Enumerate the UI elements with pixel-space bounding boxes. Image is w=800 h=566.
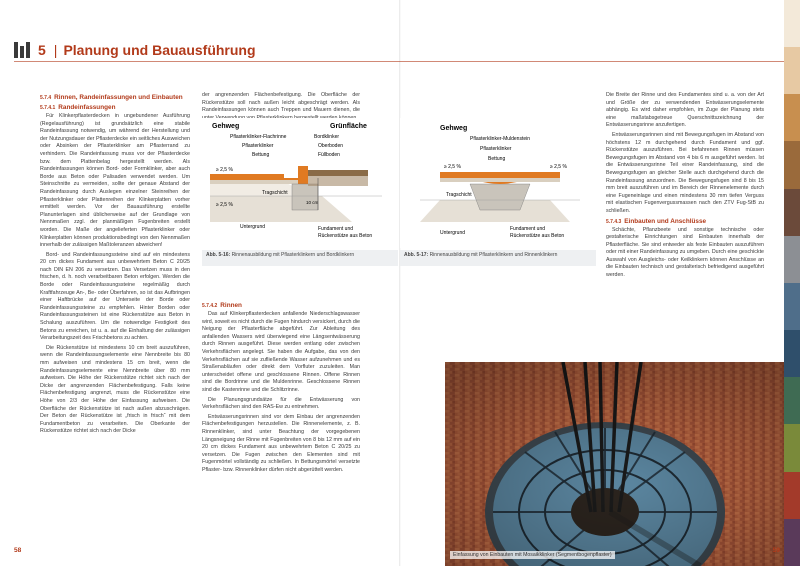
right-column <box>606 92 764 282</box>
label-bettung: Bettung <box>252 152 270 158</box>
photo-caption: Einfassung von Einbauten mit Mosaikklinker (Segmentbogenpflaster) <box>450 551 615 559</box>
chapter-tab <box>784 47 800 94</box>
chapter-tab <box>784 330 800 377</box>
chapter-tab <box>784 141 800 188</box>
photo-tree-grate <box>445 362 800 566</box>
label-pflasterklinker: Pflasterklinker <box>480 146 512 152</box>
label-pflasterklinker: Pflasterklinker <box>242 143 274 149</box>
chapter-number: 5 <box>38 42 46 58</box>
subsection-number: 5.7.4.3 <box>606 218 622 225</box>
section-number: 5.7.4 <box>40 95 52 101</box>
label-slope-2: ≥ 2,5 % <box>550 164 567 170</box>
caption-text: Rinnenausbildung mit Pflasterklinkern und Bordklinkern <box>231 252 355 258</box>
paragraph: Die Rückenstütze ist mindestens 10 cm breit auszuführen, wenn die Randeinfassungselemente eine Nennbreite bis 80 mm aufweisen und mindestens 15 cm breit, wenn die Randeinfassungselemente eine Nennbreite über 80 mm aufweisen. Die Höhe der Rückenstütze richtet sich nach der Dicke der angrenzenden Flächenbefestigung. Falls keine Flächenbefestigung angrenzt, muss die Rückenstütze eine Höhe von 2/3 der Höhe der Einfassung aufweisen. Die Oberfläche der Rückenstütze ist nach außen abzuschrägen. Der Beton der Rückenstütze ist „frisch in frisch“ mit dem Fundamentbeton zu verarbeiten. Die Oberkante der Rückenstütze richtet sich nach der Dicke <box>40 344 190 435</box>
subsection-title: Randeinfassungen <box>58 104 116 111</box>
figure-5-17-caption <box>404 252 592 259</box>
chapter-tab <box>784 519 800 566</box>
paragraph: Bord- und Randeinfassungssteine sind auf ein mindestens 20 cm dickes Fundament aus unbewehrtem Beton C 20/25 nach DIN EN 206 zu versetzen. Das Versetzen muss in den frischen, d. h. noch verarbeitbaren Beton erfolgen. Werden die Borde oder Randeinfassungssteine regelmäßig durch Kraftfahrzeuge An-, Be- oder Überfahren, so ist das Aufbringen einer Haftbrücke auf der Unterseite der Borde oder Randeinfassungssteine zu empfehlen. Hinter Borden oder Randeinfassungssteinen ist eine Rückenstütze aus Beton in Schalung auszuführen. Um die notwendige Festigkeit des Betons zu erreichen, ist u. a. auf die Einhaltung der zulässigen Verarbeitungszeit des Frischbetons zu achten. <box>40 251 190 342</box>
figure-5-17 <box>400 118 596 248</box>
label-muldenstein: Pflasterklinker-Muldenstein <box>470 136 531 142</box>
label-gehweg: Gehweg <box>440 125 468 132</box>
figure-5-16-caption <box>206 252 394 259</box>
label-fundament: Fundament und <box>510 226 546 232</box>
label-10cm: 10 cm <box>306 200 319 205</box>
caption-number: Abb. 5-16: <box>206 252 231 258</box>
chapter-tab <box>784 94 800 141</box>
subsection-number: 5.7.4.2 <box>202 303 218 309</box>
chapter-color-tabs <box>784 0 800 566</box>
label-tragschicht: Tragschicht <box>262 190 288 196</box>
separator: | <box>53 42 58 58</box>
chapter-header <box>14 42 256 58</box>
caption-text: Rinnenausbildung mit Pflasterklinkern und Rinnenklinkern <box>429 252 558 258</box>
tree-grate-photo-illustration <box>445 362 800 566</box>
label-fuellboden: Füllboden <box>318 152 340 158</box>
chapter-tab <box>784 236 800 283</box>
label-flachrinne: Pflasterklinker-Flachrinne <box>230 134 287 140</box>
chapter-tab <box>784 424 800 471</box>
chapter-tab <box>784 377 800 424</box>
paragraph: der angrenzenden Flächenbefestigung. Die Oberfläche der Rückenstütze soll nach außen leicht abgeschrägt werden. Als Randeinfassungen können auch Treppen und Mauern dienen, die <box>202 92 360 114</box>
label-untergrund: Untergrund <box>440 230 466 236</box>
chapter-tab <box>784 283 800 330</box>
subsection-title: Einbauten und Anschlüsse <box>624 217 707 225</box>
label-slope-2: ≥ 2,5 % <box>216 202 233 208</box>
paragraph: Entwässerungsrinnen sind vor dem Einbau der angrenzenden Flächenbefestigungen herzustellen. Die Rinnenelemente, z. B. Rinnenklinker, sind unter Beachtung der vorgegebenen Längsneigung der Rinne mit Fugenbreiten von 8 bis 12 mm auf ein 20 cm dickes Fundament aus unbewehrtem Beton C 20/25 zu versetzen. Die Fugen zwischen den Elementen sind mit Fugenmörtel vollständig zu schließen. In Bettungsmörtel versetzte Pflaster- bzw. Rinnenklinker dürfen nicht abgerüttelt werden. <box>202 413 360 473</box>
book-logo-icon <box>14 42 32 58</box>
subsection-number: 5.7.4.1 <box>40 105 56 111</box>
section-title: Rinnen, Randeinfassungen und Einbauten <box>54 94 183 101</box>
caption-number: Abb. 5-17: <box>404 252 429 258</box>
paragraph: Entwässerungsrinnen sind mit Bewegungsfugen im Abstand von höchstens 12 m durchgehend durch Fundament und ggf. Rückenstütze auszuführen. Bei befahrenen Rinnen müssen Bewegungsfugen im Abstand von 4 bis 6 m ausgeführt werden. Ist die Entwässerungsrinne Teil einer Randeinfassung, sind die Bewegungsfugen an gleicher Stelle auch durchgehend durch die Randeinfassung anzuordnen. Die Bewegungsfugen sind 8 bis 15 mm breit auszuführen und im Bereich der Rinnenelemente durch eine Fugeneinlage und einen mindestens 30 mm tiefen Verguss mit elastischen Fugenvergussmassen nach den ZTV Fug-StB zu schließen. <box>606 131 764 214</box>
subsection-title: Rinnen <box>220 302 242 309</box>
label-slope-1: ≥ 2,5 % <box>444 164 461 170</box>
chapter-tab <box>784 0 800 47</box>
label-gruenflaeche: Grünfläche <box>330 123 367 130</box>
section-heading <box>40 94 190 102</box>
page-number-right: 59 <box>772 547 780 554</box>
subsection-heading <box>202 302 360 310</box>
chapter-title: Planung und Bauausführung <box>63 42 256 58</box>
label-gehweg: Gehweg <box>212 123 240 130</box>
header-rule <box>14 61 784 62</box>
cross-section-diagram-2 <box>400 118 596 248</box>
label-fundament: Fundament und <box>318 226 354 232</box>
subsection-heading <box>606 218 764 226</box>
label-bordklinker: Bordklinker <box>314 134 340 140</box>
gutter <box>399 0 401 566</box>
label-tragschicht: Tragschicht <box>446 192 472 198</box>
label-slope-1: ≥ 2,5 % <box>216 167 233 173</box>
paragraph: Die Breite der Rinne und des Fundamentes sind u. a. von der Art und Größe der zu verwendenden Entwässerungselemente abhängig. Es wird daher empfohlen, im Zuge der Planung stets eine maßstabsgetreue Querschnittszeichnung der Entwässerungsrinne anzufertigen. <box>606 92 764 129</box>
label-rueckenstuetze: Rückenstütze aus Beton <box>510 233 565 239</box>
label-untergrund: Untergrund <box>240 224 266 230</box>
label-rueckenstuetze: Rückenstütze aus Beton <box>318 233 373 239</box>
paragraph: Die Planungsgrundsätze für die Entwässerung von Verkehrsflächen sind den RAS-Ew zu entnehmen. <box>202 396 360 411</box>
page-number-left: 58 <box>14 547 22 554</box>
paragraph: Für Klinkerpflasterdecken in ungebundener Ausführung (Regelausführung) ist grundsätzlich eine stabile Randeinfassung notwendig, um während der Herstellung und der Nutzungsdauer der Pflasterdecke ein seitliches Ausweichen oder Absinken der Pflasterklinker am Pflasterrand zu verhindern. Die Randeinfassung muss vor der Pflasterdecke bzw. dem Plattenbelag hergestellt werden. Als Randeinfassungen können Bord- oder Formklinker, aber auch Borde aus Beton oder Palisaden verwendet werden. Um Steinschnitte zu vermeiden, sollte der genaue Abstand der Randeinfassung durch Auslegen einzelner Steinreihen der Pflasterklinker oder Plattenreihen der Klinkerplatten vorher ermittelt werden. Vor der Bauausführung erstellte Planunterlagen sind üblicherweise auf der Grundlage von Nennmaßen zzgl. der planmäßigen Fugenbreiten erstellt worden. Die Maße der angelieferten Pflasterklinker oder Klinkerplatten können produktionsbedingt von den Nennmaßen innerhalb der zulässigen Maßtoleranzen abweichen! <box>40 113 190 249</box>
label-bettung: Bettung <box>488 156 506 162</box>
middle-column-bottom <box>202 300 360 476</box>
cross-section-diagram-1 <box>202 118 398 248</box>
left-column <box>40 92 190 438</box>
chapter-tab <box>784 472 800 519</box>
subsection-heading <box>40 104 190 112</box>
paragraph: Schächte, Pflanzbeete und sonstige technische oder gestalterische Einrichtungen sind Einbauten innerhalb der Pflasterfläche. Sie sind entweder als feste Einbauten auszuführen oder mit einer Randeinfassung zu umgeben. Durch eine geschickte Auswahl von Ausgleichs- oder Keilklinkern können Anschlüsse an die Einbauten technisch und gestalterisch befriedigend ausgeführt werden. <box>606 226 764 279</box>
label-oberboden: Oberboden <box>318 143 344 149</box>
paragraph: Das auf Klinkerpflasterdecken anfallende Niederschlagswasser wird, soweit es nicht durch die Fugen hindurch versickert, durch die Neigung der Pflasterfläche abgeführt. Zur Ableitung des anfallenden Wassers wird überwiegend eine Längsentwässerung durch Rinnen ausgeführt. Diese werden entlang oder zwischen Verkehrsflächen angelegt. Sie haben die Aufgabe, das von den Verkehrsflächen auf sie zufließende Wasser aufzunehmen und es Straßenabläufen oder direkt dem Vorfluter zuzuleiten. Man unterscheidet offene und geschlossene Rinnen. Offene Rinnen sind die Bordrinne und die Muldenrinne. Geschlossene Rinnen sind die Kastenrinne und die Schlitzrinne. <box>202 311 360 393</box>
figure-5-16 <box>202 118 398 248</box>
chapter-tab <box>784 189 800 236</box>
